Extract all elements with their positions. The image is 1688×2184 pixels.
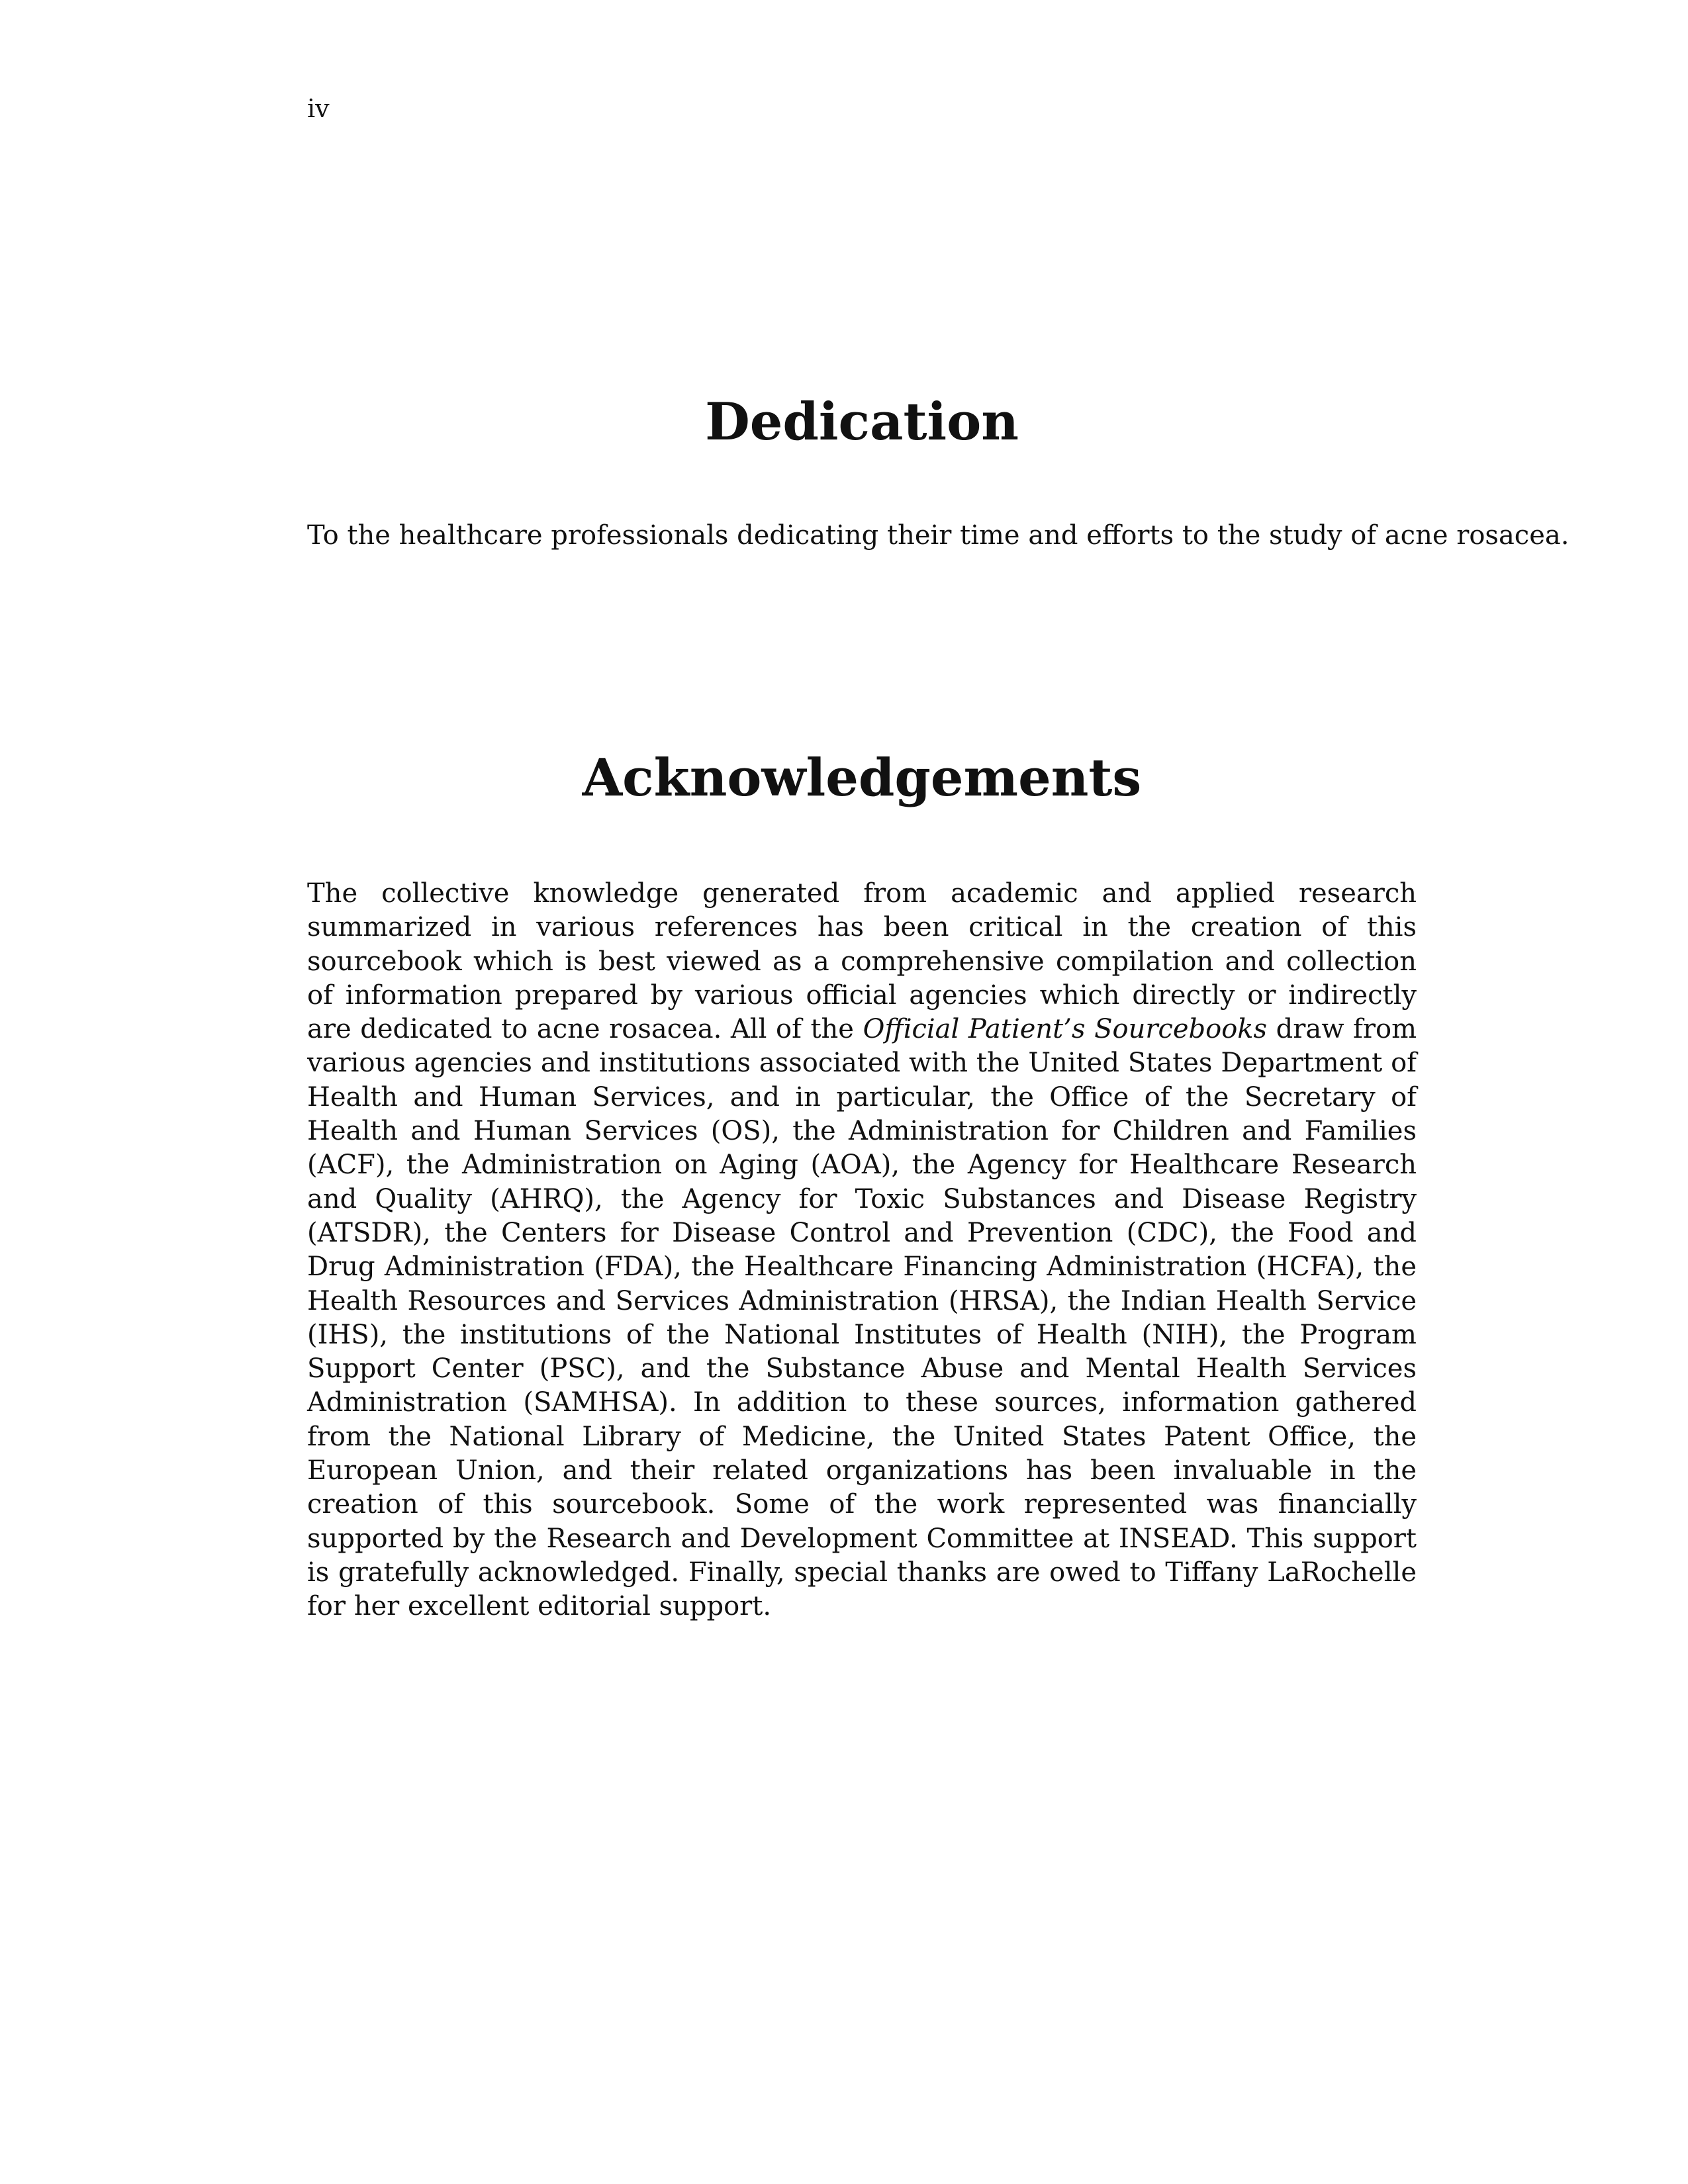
- acknowledgements-text-end: draw from various agencies and institutions associated with the United States Department of Health and Human Services, and in particular, the Office of the Secretary of Health and Human Services (OS), the Administration for Children and Families (ACF), the Administration on Aging (AOA), the Agency for Healthcare Research and Quality (AHRQ), the Agency for Toxic Substances and Disease Registry (ATSDR), the Centers for Disease Control and Prevention (CDC), the Food and Drug Administration (FDA), the Healthcare Financing Administration (HCFA), the Health Resources and Services Administration (HRSA), the Indian Health Service (IHS), the institutions of the National Institutes of Health (NIH), the Program Support Center (PSC), and the Substance Abuse and Mental Health Services Administration (SAMHSA). In addition to these sources, information gathered from the National Library of Medicine, the United States Patent Office, the European Union, and their related organizations has been invaluable in the creation of this sourcebook. Some of the work represented was financially supported by the Research and Development Committee at INSEAD. This support is gratefully acknowledged. Finally, special thanks are owed to Tiffany LaRochelle for her excellent editorial support.: [307, 1014, 1417, 1622]
- acknowledgements-text-start: The collective knowledge generated from academic and applied research summarized in various references has been critical in the creation of this sourcebook which is best viewed as a comprehensive compilation and collection of information prepared by various official agencies which directly or indirectly are dedicated to acne rosacea. All of the: [307, 878, 1417, 1045]
- acknowledgements-heading: Acknowledgements: [582, 748, 1142, 808]
- sourcebook-series-title: Official Patient’s Sourcebooks: [863, 1014, 1268, 1045]
- acknowledgements-paragraph: [307, 877, 1417, 1624]
- page-number: iv: [307, 94, 330, 123]
- dedication-text: To the healthcare professionals dedicating their time and efforts to the study of acne rosacea.: [307, 520, 1570, 551]
- dedication-heading: Dedication: [705, 392, 1019, 452]
